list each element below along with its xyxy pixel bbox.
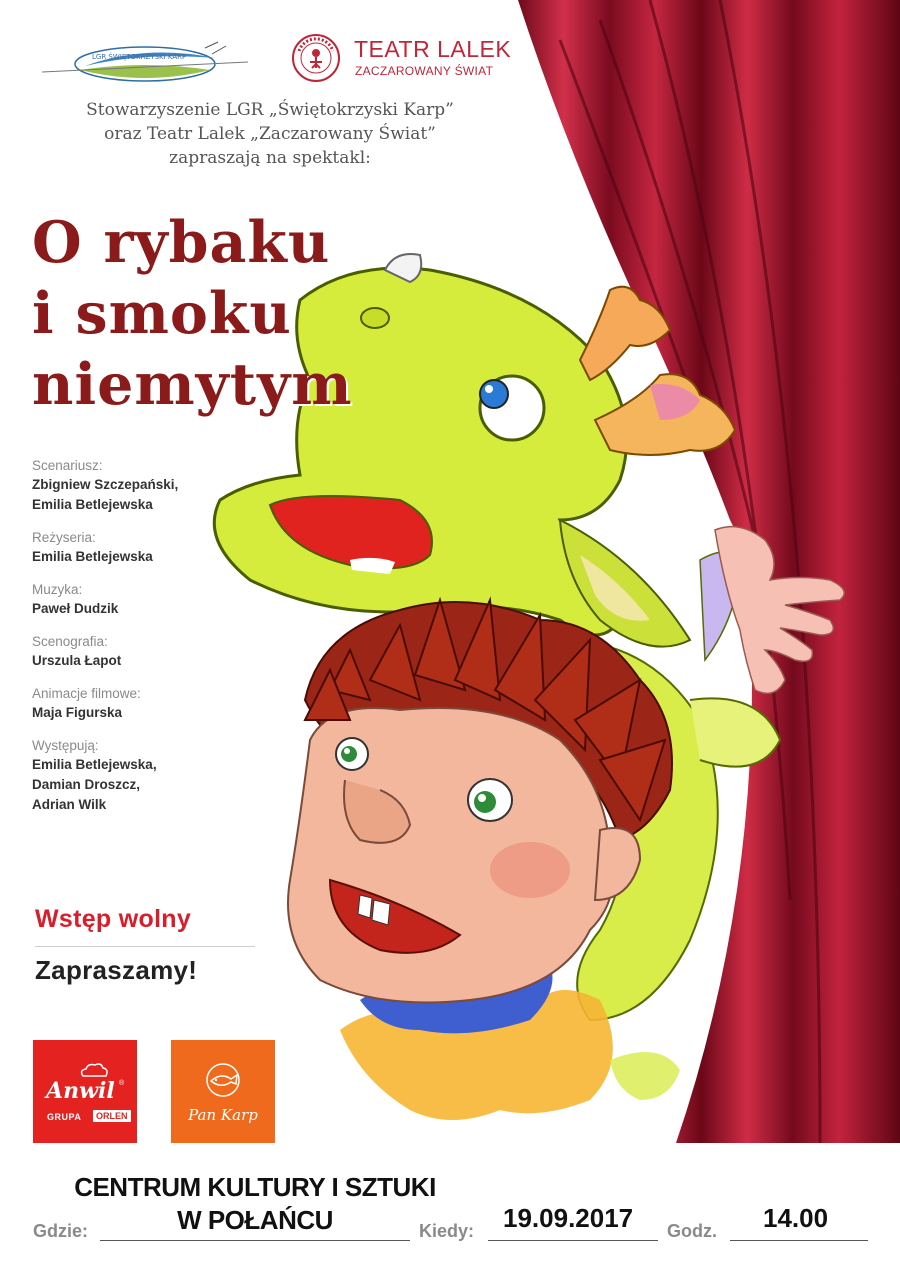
credit-role: Scenografia:	[32, 634, 108, 649]
anwil-orlen-logo	[33, 1040, 137, 1144]
pan-karp-logo	[171, 1040, 275, 1144]
hour-underline	[730, 1240, 868, 1241]
teatr-lalek-name: TEATR LALEK	[354, 36, 512, 62]
invitation-line: zapraszają na spektakl:	[169, 148, 371, 168]
credit-cast	[32, 736, 292, 815]
carp-fish-icon	[203, 1062, 243, 1098]
show-title-line: O rybaku	[32, 209, 331, 276]
credit-direction	[32, 528, 292, 567]
date-underline	[488, 1240, 658, 1241]
credit-name: Maja Figurska	[32, 705, 123, 720]
event-date: 19.09.2017	[503, 1203, 634, 1233]
when-label: Kiedy:	[419, 1221, 475, 1241]
credit-role: Muzyka:	[32, 582, 83, 597]
show-title	[32, 207, 353, 420]
teatr-lalek-subtitle: ZACZAROWANY ŚWIAT	[355, 64, 494, 78]
orlen-text: ORLEN	[93, 1110, 131, 1122]
credit-script	[32, 456, 292, 515]
credit-name: Emilia Betlejewska	[32, 549, 153, 564]
credit-role: Występują:	[32, 738, 99, 753]
where-label: Gdzie:	[33, 1221, 89, 1241]
credit-name: Emilia Betlejewska	[32, 497, 153, 512]
credit-music	[32, 580, 292, 619]
credit-name: Paweł Dudzik	[32, 601, 119, 616]
pan-karp-logo-text: Pan Karp	[188, 1106, 258, 1124]
anwil-logo-text: Anwil	[46, 1078, 115, 1104]
credit-role: Reżyseria:	[32, 530, 96, 545]
lgr-logo-text: LGR ŚWIĘTOKRZYSKI KARP	[92, 53, 187, 61]
show-title-line: niemytym	[32, 351, 353, 418]
credit-name: Damian Droszcz,	[32, 777, 141, 792]
credit-role: Scenariusz:	[32, 458, 103, 473]
event-hour: 14.00	[763, 1203, 829, 1233]
where-underline	[100, 1240, 410, 1241]
welcome-text: Zapraszamy!	[35, 955, 198, 985]
credit-name: Emilia Betlejewska,	[32, 757, 157, 772]
grupa-text: GRUPA	[47, 1112, 82, 1122]
credit-animation	[32, 684, 292, 723]
venue-line: W POŁAŃCU	[177, 1205, 333, 1235]
credit-name: Adrian Wilk	[32, 797, 107, 812]
invitation-line: Stowarzyszenie LGR „Świętokrzyski Karp”	[86, 100, 454, 120]
invitation-line: oraz Teatr Lalek „Zaczarowany Świat”	[104, 124, 436, 144]
credit-name: Urszula Łapot	[32, 653, 122, 668]
free-entry-text: Wstęp wolny	[35, 905, 192, 933]
hour-label: Godz.	[667, 1221, 717, 1241]
venue	[60, 1171, 450, 1237]
venue-line: CENTRUM KULTURY I SZTUKI	[74, 1172, 436, 1202]
credit-scenography	[32, 632, 292, 671]
credits	[32, 456, 292, 828]
divider	[35, 946, 255, 947]
registered-mark: ®	[119, 1080, 125, 1087]
credit-role: Animacje filmowe:	[32, 686, 141, 701]
show-title-line: i smoku	[32, 280, 292, 347]
credit-name: Zbigniew Szczepański,	[32, 477, 179, 492]
